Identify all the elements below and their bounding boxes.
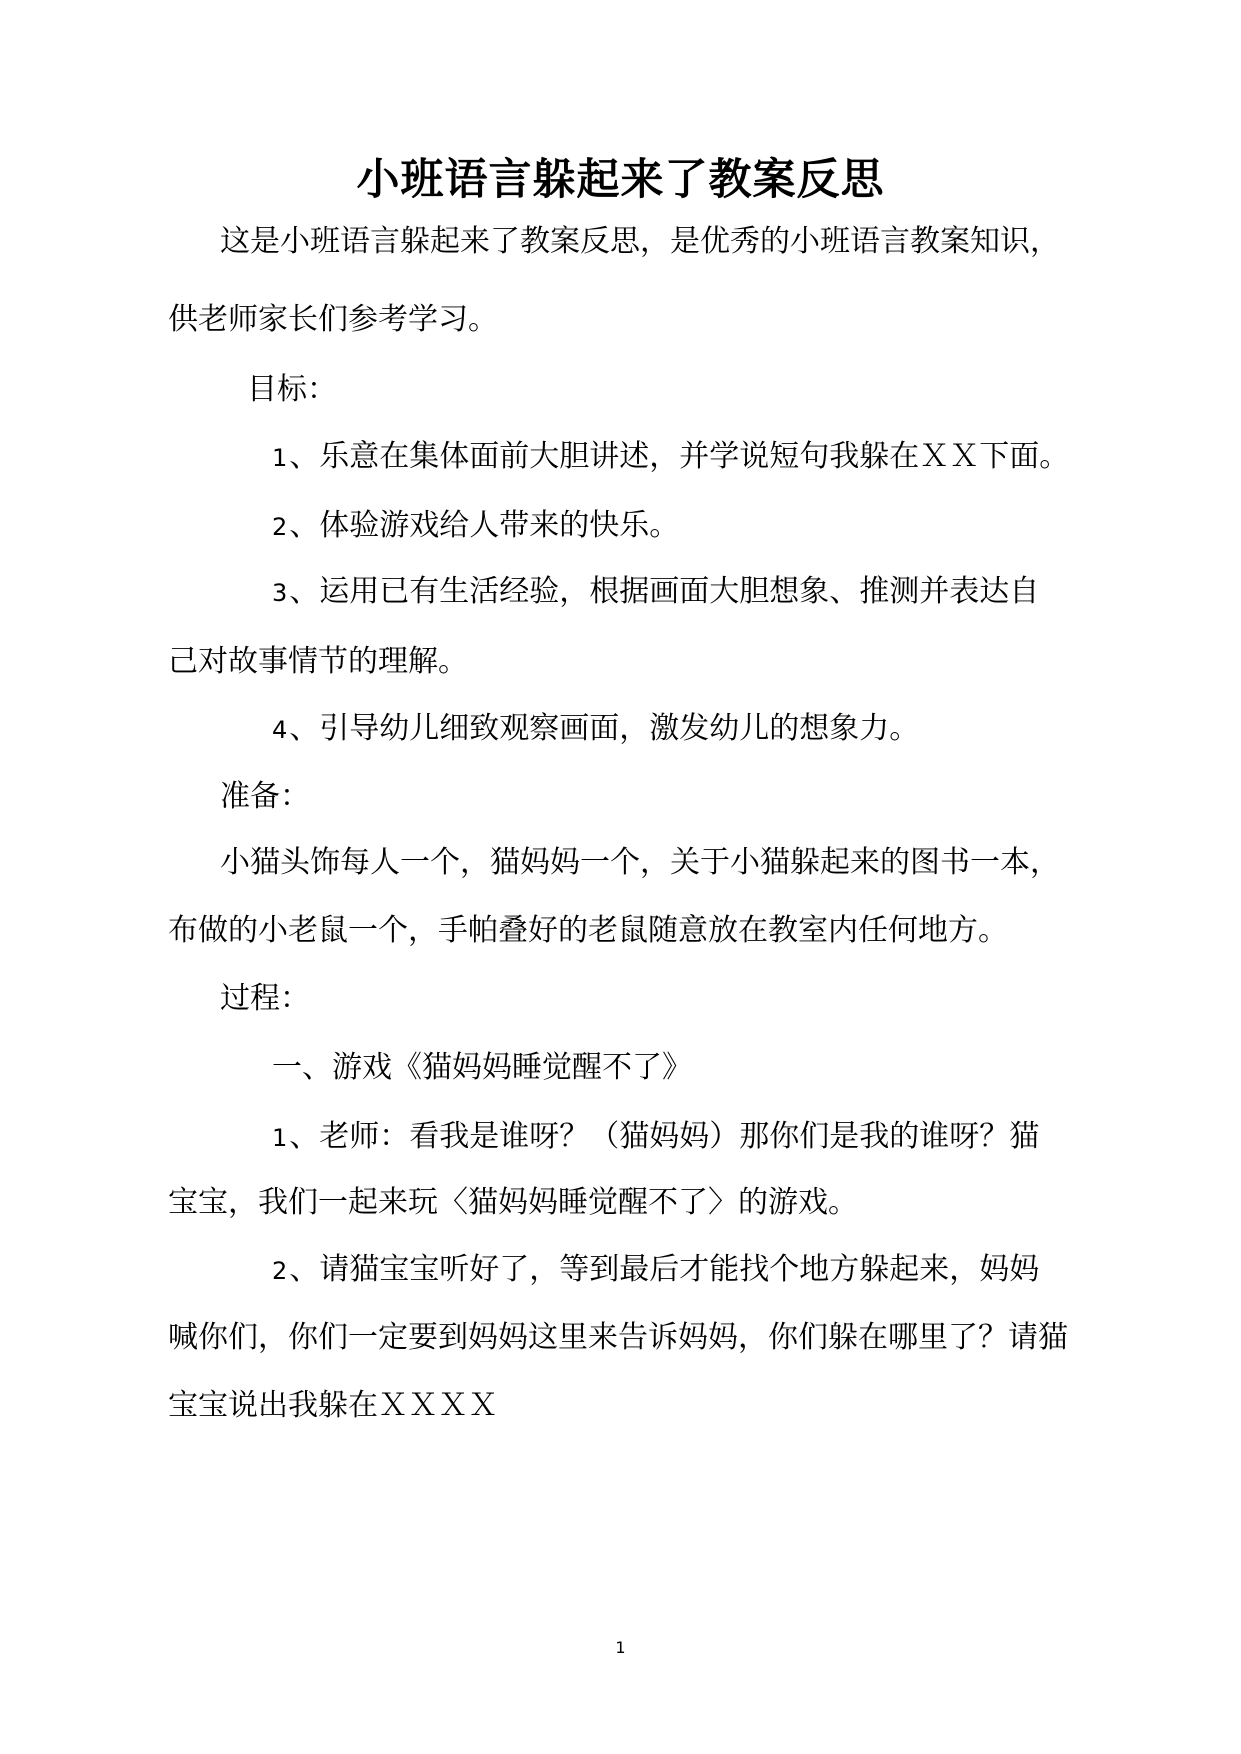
goal-item-2 [272,506,679,547]
intro-line-2: 供老师家长们参考学习。 [168,302,498,337]
goal-item-3-continuation: 己对故事情节的理解。 [168,644,468,679]
step-number: 2 [272,1257,288,1285]
prep-heading: 准备： [220,779,310,814]
goal-text: 、体验游戏给人带来的快乐。 [289,508,680,543]
step-item-1 [272,1117,1039,1158]
step-item-2-continuation-2: 宝宝说出我躲在ＸＸＸＸ [168,1388,498,1423]
goal-text: 、运用已有生活经验，根据画面大胆想象、推测并表达自 [289,574,1040,609]
step-item-2 [272,1250,1039,1291]
goal-number: 2 [272,513,288,541]
goal-item-1 [272,437,1069,478]
step-item-2-continuation-1: 喊你们，你们一定要到妈妈这里来告诉妈妈，你们躲在哪里了？请猫 [168,1320,1068,1355]
step-text: 、老师：看我是谁呀？（猫妈妈）那你们是我的谁呀？猫 [289,1119,1040,1154]
goal-text: 、乐意在集体面前大胆讲述，并学说短句我躲在ＸＸ下面。 [289,439,1070,474]
process-heading: 过程： [220,981,310,1016]
step-item-1-continuation: 宝宝，我们一起来玩〈猫妈妈睡觉醒不了〉的游戏。 [168,1185,858,1220]
goal-item-4 [272,709,919,750]
section-1-heading: 一、游戏《猫妈妈睡觉醒不了》 [272,1050,692,1085]
prep-line-1: 小猫头饰每人一个，猫妈妈一个，关于小猫躲起来的图书一本， [220,845,1060,880]
goal-number: 3 [272,579,288,607]
intro-line-1: 这是小班语言躲起来了教案反思，是优秀的小班语言教案知识， [220,224,1060,259]
prep-line-2: 布做的小老鼠一个，手帕叠好的老鼠随意放在教室内任何地方。 [168,913,1008,948]
goal-item-3 [272,572,1039,613]
step-text: 、请猫宝宝听好了，等到最后才能找个地方躲起来，妈妈 [289,1252,1040,1287]
goals-heading: 目标： [247,372,337,407]
page-number: 1 [615,1638,626,1657]
goal-number: 1 [272,444,288,472]
goal-number: 4 [272,716,288,744]
document-title: 小班语言躲起来了教案反思 [356,155,885,205]
step-number: 1 [272,1124,288,1152]
goal-text: 、引导幼儿细致观察画面，激发幼儿的想象力。 [289,711,920,746]
